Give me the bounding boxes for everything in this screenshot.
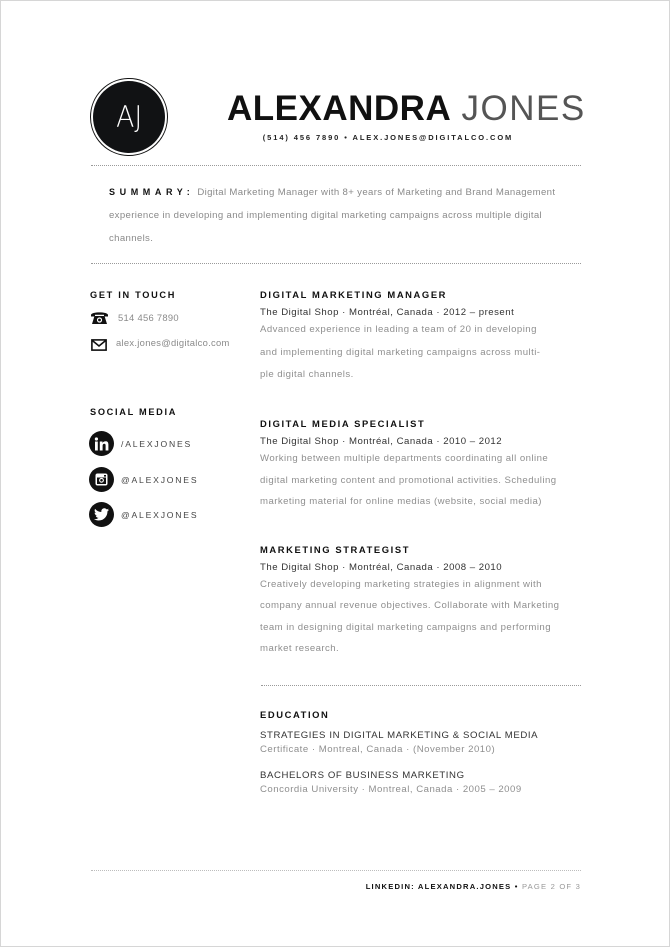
contact-email-text[interactable]: alex.jones@digitalco.com <box>116 336 230 348</box>
avatar <box>90 78 168 156</box>
job-meta: The Digital Shop · Montréal, Canada · 2012 – present <box>260 307 515 318</box>
job-description-line: Advanced experience in leading a team of 20 in developing <box>260 324 537 335</box>
job-description-line: company annual revenue objectives. Collaborate with Marketing <box>260 600 560 612</box>
education-title: BACHELORS OF BUSINESS MARKETING <box>260 770 465 781</box>
divider <box>91 165 581 166</box>
job-meta: The Digital Shop · Montréal, Canada · 2008 – 2010 <box>260 562 503 573</box>
social-media-heading: SOCIAL MEDIA <box>90 407 178 417</box>
contact-phone-text[interactable]: 514 456 7890 <box>118 312 179 323</box>
page-number: PAGE 2 OF 3 <box>521 882 581 891</box>
envelope-icon <box>91 336 107 348</box>
education-item <box>260 730 590 755</box>
experience-item <box>260 289 590 387</box>
job-description-line: marketing material for online medias (website, social media) <box>260 496 542 507</box>
last-name: JONES <box>461 89 586 128</box>
twitter-handle[interactable]: @ALEXJONES <box>121 509 199 520</box>
contact-email <box>91 336 230 348</box>
full-name <box>227 89 586 129</box>
linkedin-handle[interactable]: /ALEXJONES <box>121 438 193 449</box>
education-heading: EDUCATION <box>260 709 330 720</box>
footer-linkedin[interactable]: LINKEDIN: ALEXANDRA.JONES <box>365 882 512 891</box>
job-description-line: team in designing digital marketing campaigns and performing <box>260 621 551 633</box>
job-description <box>260 448 590 513</box>
job-title: DIGITAL MARKETING MANAGER <box>260 289 448 300</box>
divider <box>91 870 581 871</box>
summary-text: Digital Marketing Manager with 8+ years of Marketing and Brand Management experience in developing and implementing digital marketing campaigns across multiple digital channels. <box>109 187 556 244</box>
experience-item <box>260 544 590 659</box>
avatar-circle <box>93 81 165 153</box>
header-email: ALEX.JONES@DIGITALCO.COM <box>352 133 514 142</box>
divider <box>91 263 581 264</box>
job-description-line: market research. <box>260 642 340 654</box>
job-title: MARKETING STRATEGIST <box>260 544 411 555</box>
first-name: ALEXANDRA <box>227 89 452 128</box>
avatar-initials: AJ <box>115 100 143 134</box>
job-description-line: ple digital channels. <box>260 369 354 380</box>
phone-icon <box>90 310 109 325</box>
header-phone: (514) 456 7890 <box>262 133 341 142</box>
social-instagram[interactable] <box>89 467 198 492</box>
job-description-line: Creatively developing marketing strategies in alignment with <box>260 579 542 590</box>
header-contact-line <box>227 133 549 142</box>
summary-section <box>109 181 569 250</box>
education-subtitle: Certificate · Montreal, Canada · (November 2010) <box>260 744 496 755</box>
job-description-line: and implementing digital marketing campaigns across multi- <box>260 346 541 358</box>
job-description-line: Working between multiple departments coordinating all online <box>260 453 549 464</box>
summary-label: SUMMARY: <box>109 187 195 197</box>
instagram-icon <box>89 467 114 492</box>
job-description-line: digital marketing content and promotional activities. Scheduling <box>260 474 557 486</box>
footer-separator: • <box>514 882 519 891</box>
get-in-touch-heading: GET IN TOUCH <box>90 290 177 300</box>
header-separator: • <box>344 133 349 142</box>
footer <box>366 882 581 891</box>
divider <box>261 685 581 686</box>
social-linkedin[interactable] <box>89 431 192 456</box>
job-description <box>260 574 590 659</box>
instagram-handle[interactable]: @ALEXJONES <box>121 474 199 485</box>
job-description <box>260 319 590 387</box>
education-item <box>260 770 590 795</box>
linkedin-icon <box>89 431 114 456</box>
job-title: DIGITAL MEDIA SPECIALIST <box>260 418 426 429</box>
experience-item <box>260 418 590 513</box>
social-twitter[interactable] <box>89 502 198 527</box>
contact-phone <box>90 310 179 325</box>
twitter-icon <box>89 502 114 527</box>
education-title: STRATEGIES IN DIGITAL MARKETING & SOCIAL MEDIA <box>260 730 539 741</box>
job-meta: The Digital Shop · Montréal, Canada · 2010 – 2012 <box>260 436 503 447</box>
education-subtitle: Concordia University · Montreal, Canada · 2005 – 2009 <box>260 784 522 795</box>
